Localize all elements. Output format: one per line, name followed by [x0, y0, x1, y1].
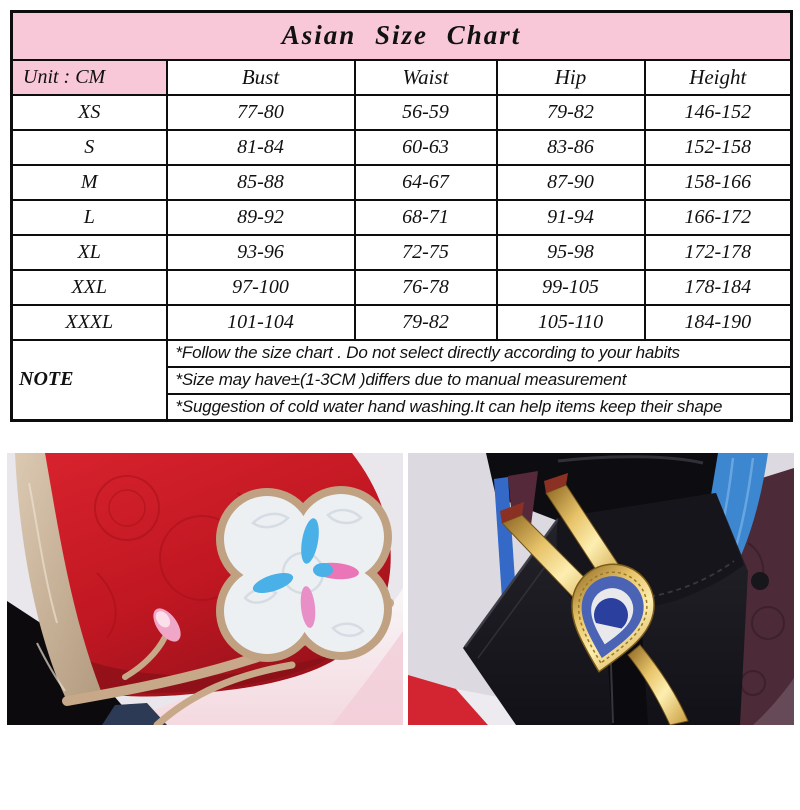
bust-value: 77-80	[167, 95, 355, 130]
pouch-grommet	[751, 572, 769, 590]
hip-value: 105-110	[497, 305, 645, 340]
unit-label: Unit : CM	[12, 60, 167, 95]
height-value: 146-152	[645, 95, 792, 130]
size-label: L	[12, 200, 167, 235]
note-label: NOTE	[12, 340, 167, 421]
bust-value: 97-100	[167, 270, 355, 305]
flower-applique	[216, 486, 392, 662]
column-header-row	[12, 60, 792, 95]
hip-value: 99-105	[497, 270, 645, 305]
hip-value: 91-94	[497, 200, 645, 235]
size-row-m	[12, 165, 792, 200]
size-chart-section	[10, 10, 790, 422]
hip-value: 83-86	[497, 130, 645, 165]
column-header-waist: Waist	[355, 60, 497, 95]
left-product-photo	[7, 453, 403, 725]
size-label: S	[12, 130, 167, 165]
waist-value: 64-67	[355, 165, 497, 200]
size-chart-title: Asian Size Chart	[12, 12, 792, 60]
size-label: M	[12, 165, 167, 200]
column-header-hip: Hip	[497, 60, 645, 95]
waist-value: 79-82	[355, 305, 497, 340]
bust-value: 93-96	[167, 235, 355, 270]
height-value: 172-178	[645, 235, 792, 270]
waist-value: 60-63	[355, 130, 497, 165]
height-value: 158-166	[645, 165, 792, 200]
right-product-photo	[408, 453, 794, 725]
bust-value: 89-92	[167, 200, 355, 235]
product-photos	[7, 453, 800, 725]
bust-value: 81-84	[167, 130, 355, 165]
height-value: 178-184	[645, 270, 792, 305]
waist-value: 56-59	[355, 95, 497, 130]
waist-value: 68-71	[355, 200, 497, 235]
title-row	[12, 12, 792, 60]
hip-value: 95-98	[497, 235, 645, 270]
size-label: XL	[12, 235, 167, 270]
bust-value: 85-88	[167, 165, 355, 200]
column-header-height: Height	[645, 60, 792, 95]
bust-value: 101-104	[167, 305, 355, 340]
size-row-l	[12, 200, 792, 235]
size-row-xxl	[12, 270, 792, 305]
size-label: XXXL	[12, 305, 167, 340]
waist-value: 76-78	[355, 270, 497, 305]
note-line-2: *Size may have±(1-3CM )differs due to manual measurement	[167, 367, 792, 394]
hip-value: 87-90	[497, 165, 645, 200]
height-value: 166-172	[645, 200, 792, 235]
size-row-xxxl	[12, 305, 792, 340]
size-chart-table	[10, 10, 793, 422]
size-label: XXL	[12, 270, 167, 305]
note-line-3: *Suggestion of cold water hand washing.It can help items keep their shape	[167, 394, 792, 421]
hip-value: 79-82	[497, 95, 645, 130]
height-value: 152-158	[645, 130, 792, 165]
note-row	[12, 340, 792, 367]
waist-value: 72-75	[355, 235, 497, 270]
column-header-bust: Bust	[167, 60, 355, 95]
size-row-s	[12, 130, 792, 165]
note-line-1: *Follow the size chart . Do not select directly according to your habits	[167, 340, 792, 367]
size-row-xl	[12, 235, 792, 270]
size-row-xs	[12, 95, 792, 130]
height-value: 184-190	[645, 305, 792, 340]
size-label: XS	[12, 95, 167, 130]
